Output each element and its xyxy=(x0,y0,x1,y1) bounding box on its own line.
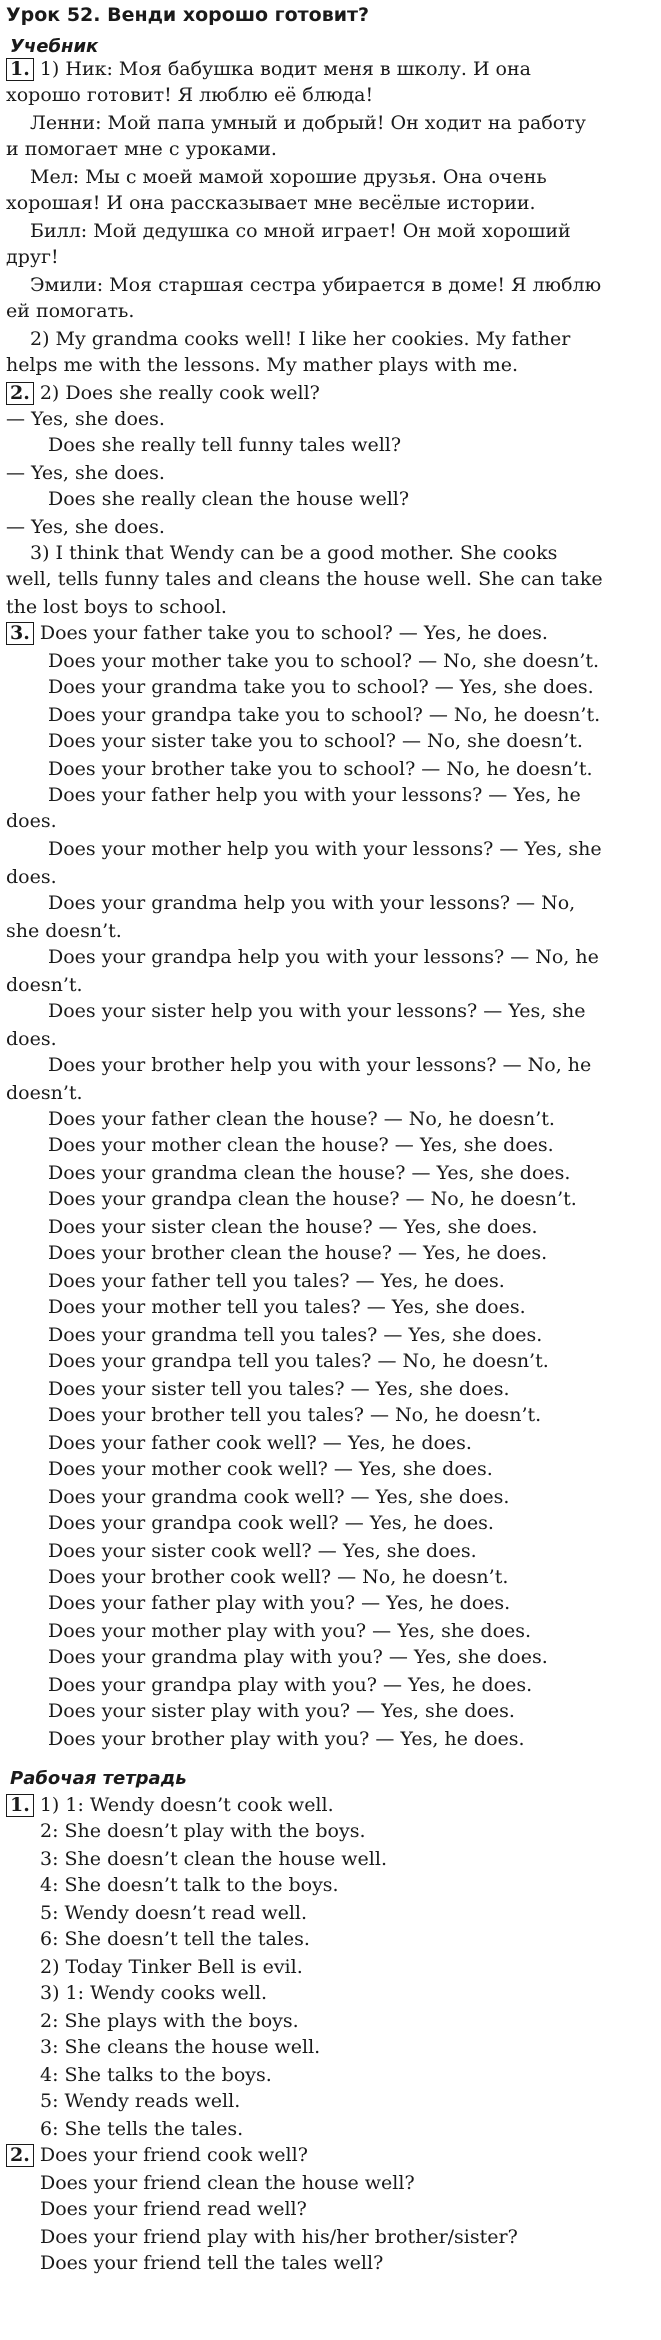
workbook-heading: Рабочая тетрадь xyxy=(10,1768,187,1789)
tb-ex3-line-29: Does your brother tell you tales? — No, he doesn’t. xyxy=(48,1404,542,1426)
tb-ex2-line-1: 2. 2) Does she really cook well? xyxy=(6,380,320,406)
tb-ex3-line-25: Does your mother tell you tales? — Yes, she does. xyxy=(48,1296,526,1318)
tb-ex1-line-7: Билл: Мой дедушка со мной играет! Он мой хороший xyxy=(30,220,571,242)
lesson-title: Урок 52. Венди хорошо готовит? xyxy=(6,4,370,26)
tb-ex3-line-11: she doesn’t. xyxy=(6,920,122,942)
tb-ex3-line-28: Does your sister tell you tales? — Yes, she does. xyxy=(48,1378,510,1400)
tb-ex3-line-9: does. xyxy=(6,866,57,888)
tb-ex2-line-5: Does she really clean the house well? xyxy=(48,488,410,510)
tb-ex3-line-35: Does your brother cook well? — No, he doesn’t. xyxy=(48,1566,509,1588)
wb-ex2-line-3: Does your friend play with his/her brother/sister? xyxy=(40,2226,518,2248)
tb-ex3-line-5: Does your brother take you to school? — No, he doesn’t. xyxy=(48,758,593,780)
tb-ex3-line-17: doesn’t. xyxy=(6,1082,83,1104)
tb-ex3-line-34: Does your sister cook well? — Yes, she does. xyxy=(48,1540,477,1562)
tb-ex2-line-2: — Yes, she does. xyxy=(6,408,165,430)
tb-ex2-number: 2. xyxy=(6,382,34,405)
tb-ex3-line-22: Does your sister clean the house? — Yes, she does. xyxy=(48,1216,538,1238)
tb-ex3-line-21: Does your grandpa clean the house? — No, he doesn’t. xyxy=(48,1188,577,1210)
tb-ex1-line-8: друг! xyxy=(6,246,59,268)
tb-ex2-line-9: the lost boys to school. xyxy=(6,596,227,618)
tb-ex2-line-8: well, tells funny tales and cleans the house well. She can take xyxy=(6,568,603,590)
tb-ex1-line-3: Ленни: Мой папа умный и добрый! Он ходит на работу xyxy=(30,112,586,134)
tb-ex3-line-6: Does your father help you with your lessons? — Yes, he xyxy=(48,784,581,806)
tb-ex3-line-1: Does your mother take you to school? — No, she doesn’t. xyxy=(48,650,600,672)
tb-ex3-line-13: doesn’t. xyxy=(6,974,83,996)
wb-ex1-line-4: 5: Wendy doesn’t read well. xyxy=(40,1902,308,1924)
tb-ex3-line-26: Does your grandma tell you tales? — Yes, she does. xyxy=(48,1324,543,1346)
tb-ex1-line-1: 1. 1) Ник: Моя бабушка водит меня в школу. И она xyxy=(6,56,531,82)
tb-ex1-line-5: Мел: Мы с моей мамой хорошие друзья. Она очень xyxy=(30,166,547,188)
tb-ex1-line-10: ей помогать. xyxy=(6,300,135,322)
wb-ex1-line-12: 6: She tells the tales. xyxy=(40,2118,244,2140)
wb-ex2-line-1: Does your friend clean the house well? xyxy=(40,2172,415,2194)
wb-ex2-line-4: Does your friend tell the tales well? xyxy=(40,2252,384,2274)
tb-ex1-line-11: 2) My grandma cooks well! I like her cookies. My father xyxy=(30,328,571,350)
tb-ex3-line-0: 3. Does your father take you to school? — Yes, he does. xyxy=(6,620,548,646)
tb-ex1-line-4: и помогает мне с уроками. xyxy=(6,138,277,160)
tb-ex3-line-15: does. xyxy=(6,1028,57,1050)
tb-ex2-line-7: 3) I think that Wendy can be a good mother. She cooks xyxy=(30,542,558,564)
wb-ex1-line-2: 3: She doesn’t clean the house well. xyxy=(40,1848,387,1870)
tb-ex3-line-31: Does your mother cook well? — Yes, she does. xyxy=(48,1458,493,1480)
tb-ex3-line-30: Does your father cook well? — Yes, he does. xyxy=(48,1432,472,1454)
tb-ex3-line-27: Does your grandpa tell you tales? — No, he doesn’t. xyxy=(48,1350,549,1372)
tb-ex3-line-23: Does your brother clean the house? — Yes, he does. xyxy=(48,1242,548,1264)
tb-ex3-line-16: Does your brother help you with your lessons? — No, he xyxy=(48,1054,592,1076)
tb-ex3-line-36: Does your father play with you? — Yes, he does. xyxy=(48,1592,511,1614)
tb-ex2-line-3: Does she really tell funny tales well? xyxy=(48,434,402,456)
wb-ex1-number: 1. xyxy=(6,1794,34,1817)
textbook-heading: Учебник xyxy=(10,36,99,57)
tb-ex3-number: 3. xyxy=(6,622,34,645)
wb-ex1-line-5: 6: She doesn’t tell the tales. xyxy=(40,1928,310,1950)
tb-ex3-line-37: Does your mother play with you? — Yes, she does. xyxy=(48,1620,532,1642)
tb-ex3-line-24: Does your father tell you tales? — Yes, he does. xyxy=(48,1270,505,1292)
tb-ex3-line-10: Does your grandma help you with your lessons? — No, xyxy=(48,892,576,914)
tb-ex3-line-38: Does your grandma play with you? — Yes, she does. xyxy=(48,1646,548,1668)
tb-ex3-line-7: does. xyxy=(6,810,57,832)
wb-ex1-line-8: 2: She plays with the boys. xyxy=(40,2010,299,2032)
wb-ex1-line-6: 2) Today Tinker Bell is evil. xyxy=(40,1956,303,1978)
tb-ex1-line-6: хорошая! И она рассказывает мне весёлые истории. xyxy=(6,192,536,214)
wb-ex1-line-11: 5: Wendy reads well. xyxy=(40,2090,241,2112)
wb-ex1-line-7: 3) 1: Wendy cooks well. xyxy=(40,1982,267,2004)
tb-ex1-number: 1. xyxy=(6,58,34,81)
wb-ex2-number: 2. xyxy=(6,2144,34,2167)
tb-ex3-line-40: Does your sister play with you? — Yes, she does. xyxy=(48,1700,515,1722)
tb-ex3-line-32: Does your grandma cook well? — Yes, she does. xyxy=(48,1486,510,1508)
tb-ex1-line-9: Эмили: Моя старшая сестра убирается в доме! Я люблю xyxy=(30,274,602,296)
tb-ex3-line-33: Does your grandpa cook well? — Yes, he does. xyxy=(48,1512,494,1534)
tb-ex3-line-2: Does your grandma take you to school? — Yes, she does. xyxy=(48,676,594,698)
tb-ex2-line-4: — Yes, she does. xyxy=(6,462,165,484)
tb-ex3-line-8: Does your mother help you with your lessons? — Yes, she xyxy=(48,838,602,860)
tb-ex3-line-12: Does your grandpa help you with your lessons? — No, he xyxy=(48,946,599,968)
wb-ex1-line-0: 1. 1) 1: Wendy doesn’t cook well. xyxy=(6,1792,334,1818)
tb-ex3-line-20: Does your grandma clean the house? — Yes, she does. xyxy=(48,1162,571,1184)
tb-ex3-line-19: Does your mother clean the house? — Yes, she does. xyxy=(48,1134,554,1156)
wb-ex2-line-2: Does your friend read well? xyxy=(40,2198,307,2220)
tb-ex1-line-12: helps me with the lessons. My mather plays with me. xyxy=(6,354,518,376)
wb-ex2-line-0: 2. Does your friend cook well? xyxy=(6,2142,308,2168)
wb-ex1-line-1: 2: She doesn’t play with the boys. xyxy=(40,1820,366,1842)
tb-ex2-line-6: — Yes, she does. xyxy=(6,516,165,538)
wb-ex1-line-10: 4: She talks to the boys. xyxy=(40,2064,272,2086)
tb-ex3-line-41: Does your brother play with you? — Yes, he does. xyxy=(48,1728,525,1750)
tb-ex1-line-2: хорошо готовит! Я люблю её блюда! xyxy=(6,84,374,106)
tb-ex3-line-39: Does your grandpa play with you? — Yes, he does. xyxy=(48,1674,533,1696)
wb-ex1-line-3: 4: She doesn’t talk to the boys. xyxy=(40,1874,339,1896)
tb-ex3-line-14: Does your sister help you with your lessons? — Yes, she xyxy=(48,1000,586,1022)
wb-ex1-line-9: 3: She cleans the house well. xyxy=(40,2036,321,2058)
tb-ex3-line-3: Does your grandpa take you to school? — No, he doesn’t. xyxy=(48,704,601,726)
tb-ex3-line-18: Does your father clean the house? — No, he doesn’t. xyxy=(48,1108,555,1130)
tb-ex3-line-4: Does your sister take you to school? — No, she doesn’t. xyxy=(48,730,583,752)
